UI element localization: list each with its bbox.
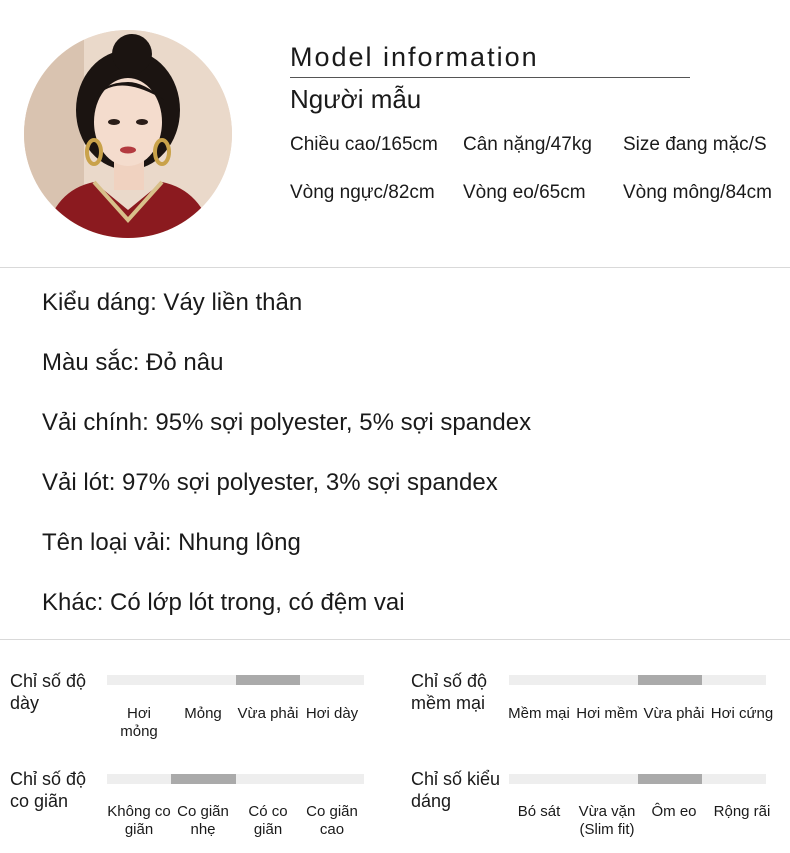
softness-scale-bar — [509, 675, 766, 685]
softness-option: Mềm mại — [508, 705, 570, 722]
thickness-option: Vừa phải — [237, 705, 299, 722]
thickness-option: Hơi mỏng — [120, 705, 158, 740]
model-weight: Cân nặng/47kg — [463, 134, 592, 155]
model-avatar — [24, 30, 232, 238]
model-info-title: Model information — [290, 42, 539, 72]
title-underline — [290, 77, 690, 78]
fit-option: Rộng rãi — [713, 803, 771, 820]
model-info-subtitle: Người mẫu — [290, 84, 422, 114]
softness-option: Hơi mềm — [576, 705, 638, 722]
softness-option: Hơi cứng — [710, 705, 774, 722]
fit-option: Vừa vặn (Slim fit) — [578, 803, 636, 838]
thickness-scale-bar — [107, 675, 364, 685]
stretch-scale-bar — [107, 774, 364, 784]
thickness-option: Hơi dày — [305, 705, 359, 722]
spec-other: Khác: Có lớp lót trong, có đệm vai — [42, 589, 405, 616]
model-photo-illustration — [24, 30, 232, 238]
spec-color: Màu sắc: Đỏ nâu — [42, 349, 224, 376]
thickness-option: Mỏng — [184, 705, 222, 722]
section-divider — [0, 267, 790, 268]
stretch-scale-fill — [171, 774, 235, 784]
spec-fabric-name: Tên loại vải: Nhung lông — [42, 529, 301, 556]
model-size: Size đang mặc/S — [623, 134, 767, 155]
fit-option: Bó sát — [517, 803, 561, 820]
model-height: Chiều cao/165cm — [290, 134, 438, 155]
section-divider — [0, 639, 790, 640]
softness-scale-fill — [638, 675, 702, 685]
stretch-option: Có co giãn — [248, 803, 288, 838]
spec-style: Kiểu dáng: Váy liền thân — [42, 289, 303, 316]
fit-scale-bar — [509, 774, 766, 784]
index-fit-label: Chỉ số kiểu dáng — [411, 769, 501, 811]
model-waist: Vòng eo/65cm — [463, 182, 586, 203]
index-stretch-label: Chỉ số độ co giãn — [10, 769, 87, 811]
softness-option: Vừa phải — [643, 705, 705, 722]
spec-lining: Vải lót: 97% sợi polyester, 3% sợi spandex — [42, 469, 498, 496]
spec-main-fabric: Vải chính: 95% sợi polyester, 5% sợi spandex — [42, 409, 532, 436]
stretch-option: Co giãn cao — [306, 803, 358, 838]
fit-scale-fill — [638, 774, 702, 784]
thickness-scale-fill — [236, 675, 300, 685]
stretch-option: Không co giãn — [107, 803, 171, 838]
index-softness-label: Chỉ số độ mềm mại — [411, 671, 488, 713]
stretch-option: Co giãn nhẹ — [177, 803, 229, 838]
model-bust: Vòng ngực/82cm — [290, 182, 435, 203]
model-hip: Vòng mông/84cm — [623, 182, 772, 203]
fit-option: Ôm eo — [651, 803, 697, 820]
index-thickness-label: Chỉ số độ dày — [10, 671, 87, 713]
